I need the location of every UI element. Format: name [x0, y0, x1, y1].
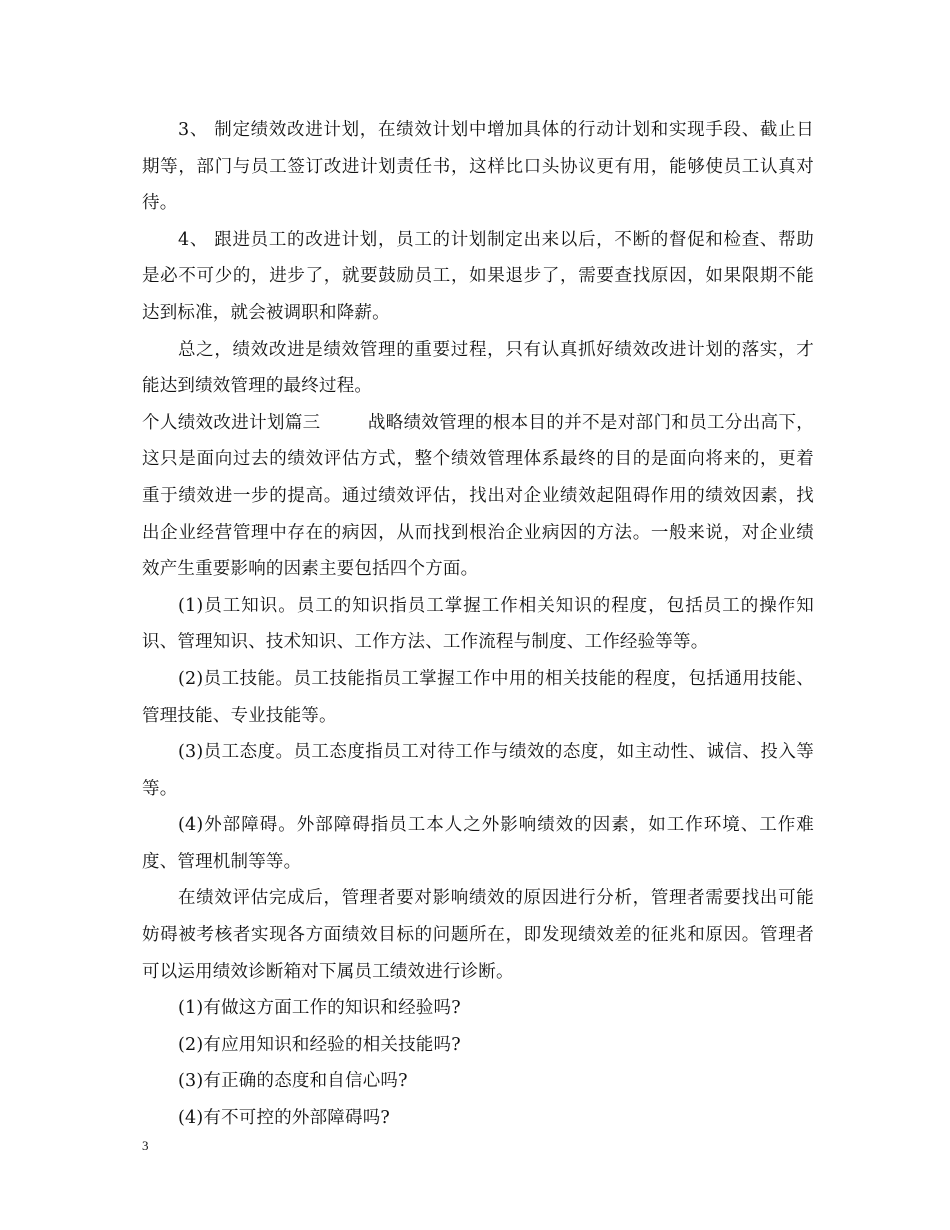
page-number: 3 [142, 1138, 149, 1153]
paragraph-step-4: 4、 跟进员工的改进计划，员工的计划制定出来以后，不断的督促和检查、帮助是必不可少的，进步了，就要鼓励员工，如果退步了，需要查找原因，如果限期不能达到标准，就会被调职和降薪。 [142, 229, 814, 323]
section-paragraph [142, 405, 814, 588]
question-skills: (2)有应用知识和经验的相关技能吗? [178, 1034, 461, 1055]
section-body: 战略绩效管理的根本目的并不是对部门和员工分出高下，这只是面向过去的绩效评估方式，整个绩效管理体系最终的目的是面向将来的，更着重于绩效进一步的提高。通过绩效评估，找出对企业绩效起阻碍作用的绩效因素，找出企业经营管理中存在的病因，从而找到根治企业病因的方法。一般来说，对企业绩效产生重要影响的因素主要包括四个方面。 [142, 412, 815, 580]
factor-external-obstacles: (4)外部障碍。外部障碍指员工本人之外影响绩效的因素，如工作环境、工作难度、管理机制等等。 [142, 815, 814, 872]
question-attitude: (3)有正确的态度和自信心吗? [178, 1071, 408, 1092]
factor-skills: (2)员工技能。员工技能指员工掌握工作中用的相关技能的程度，包括通用技能、管理技能、专业技能等。 [142, 668, 814, 726]
factor-attitude: (3)员工态度。员工态度指员工对待工作与绩效的态度，如主动性、诚信、投入等等。 [142, 742, 814, 799]
question-obstacles: (4)有不可控的外部障碍吗? [178, 1108, 390, 1129]
section-title: 个人绩效改进计划篇三 [142, 412, 321, 433]
paragraph-analysis: 在绩效评估完成后，管理者要对影响绩效的原因进行分析，管理者需要找出可能妨碍被考核者实现各方面绩效目标的问题所在，即发现绩效差的征兆和原因。管理者可以运用绩效诊断箱对下属员工绩效进行诊断。 [142, 888, 814, 982]
question-knowledge: (1)有做这方面工作的知识和经验吗? [178, 998, 461, 1019]
paragraph-step-3: 3、 制定绩效改进计划，在绩效计划中增加具体的行动计划和实现手段、截止日期等，部门与员工签订改进计划责任书，这样比口头协议更有用，能够使员工认真对待。 [142, 120, 814, 214]
paragraph-conclusion: 总之，绩效改进是绩效管理的重要过程，只有认真抓好绩效改进计划的落实，才能达到绩效管理的最终过程。 [142, 339, 814, 397]
factor-knowledge: (1)员工知识。员工的知识指员工掌握工作相关知识的程度，包括员工的操作知识、管理知识、技术知识、工作方法、工作流程与制度、工作经验等等。 [142, 595, 814, 653]
section-gap [321, 413, 368, 433]
document-body [142, 112, 814, 1137]
